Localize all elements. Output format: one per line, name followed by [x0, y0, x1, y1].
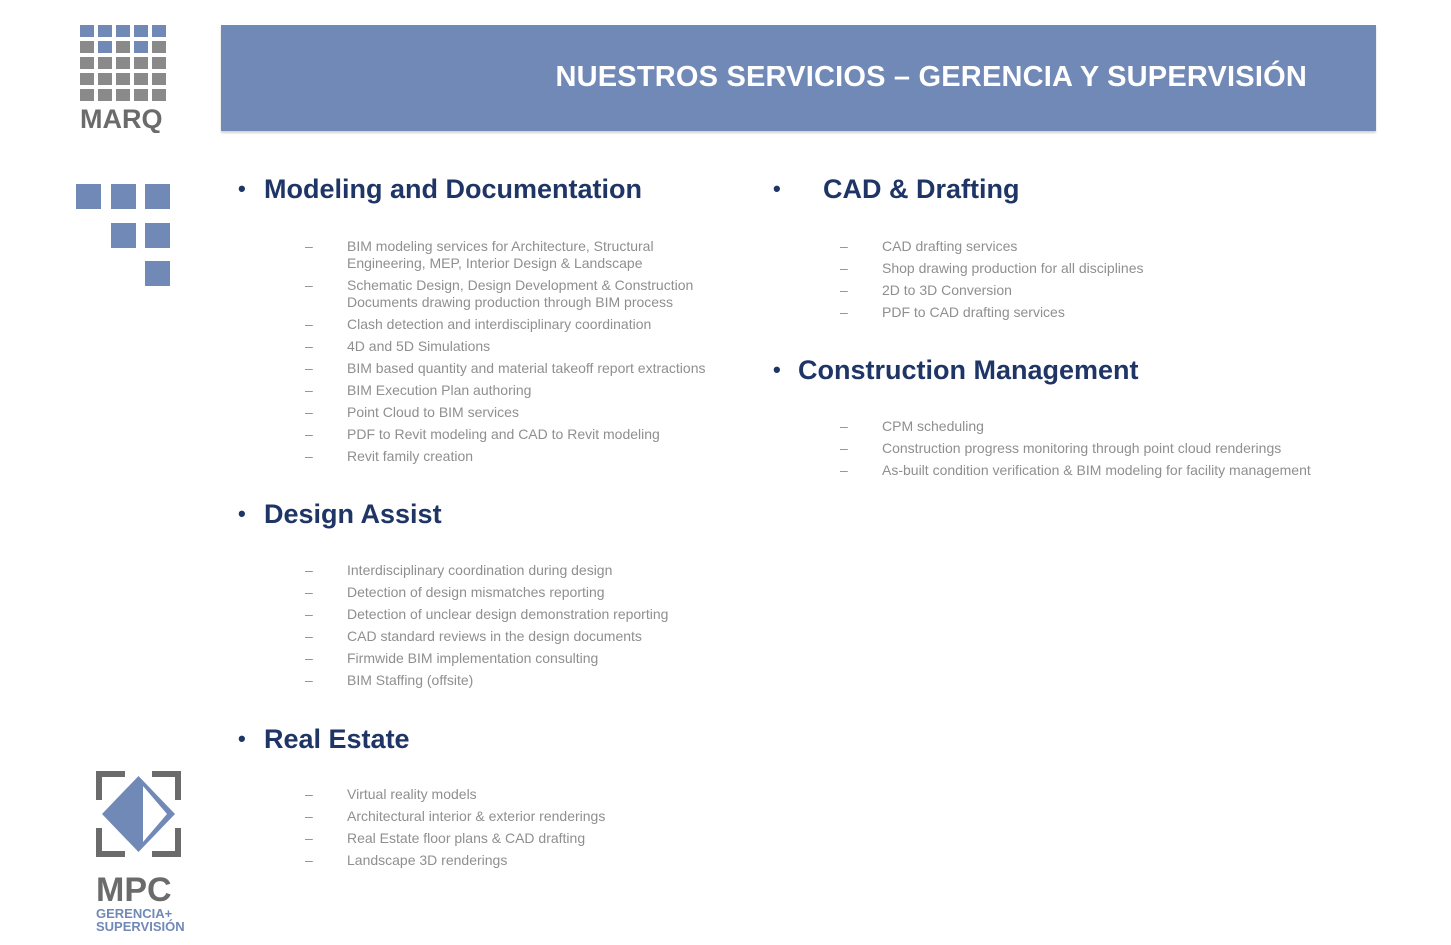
- section-real-estate: [238, 722, 738, 868]
- dash-icon: –: [840, 304, 848, 320]
- dash-icon: –: [305, 606, 313, 622]
- logo-square: [80, 57, 94, 69]
- list-item: [305, 562, 727, 579]
- list-item: [305, 672, 727, 689]
- dash-icon: –: [305, 360, 313, 376]
- section-title: Modeling and Documentation: [264, 174, 642, 204]
- list-item-text: PDF to CAD drafting services: [882, 304, 1065, 320]
- dash-icon: –: [305, 448, 313, 464]
- logo-square: [80, 89, 94, 101]
- list-item: [840, 282, 1322, 299]
- list-item: [305, 277, 727, 311]
- dash-icon: –: [305, 830, 313, 846]
- list-item-text: PDF to Revit modeling and CAD to Revit modeling: [347, 426, 660, 442]
- logo-square: [152, 73, 166, 85]
- list-item: [305, 852, 727, 869]
- section-design-assist: [238, 497, 738, 688]
- section-title: Construction Management: [798, 355, 1139, 385]
- list-item: [840, 440, 1312, 457]
- section-modeling: [238, 172, 738, 464]
- logo-square: [152, 89, 166, 101]
- mpc-logo-name: MPC: [96, 871, 172, 909]
- dash-icon: –: [305, 584, 313, 600]
- list-item-text: Virtual reality models: [347, 786, 477, 802]
- dash-icon: –: [840, 418, 848, 434]
- item-list: [305, 562, 727, 694]
- logo-square: [116, 25, 130, 37]
- mpc-logo-line2: SUPERVISIÓN: [96, 919, 185, 934]
- decorative-squares: [76, 184, 172, 293]
- list-item: [305, 786, 727, 803]
- dash-icon: –: [305, 562, 313, 578]
- logo-square: [152, 41, 166, 53]
- dash-icon: –: [305, 628, 313, 644]
- dash-icon: –: [305, 808, 313, 824]
- dash-icon: –: [305, 852, 313, 868]
- dash-icon: –: [840, 238, 848, 254]
- list-item: [840, 260, 1322, 277]
- list-item: [840, 304, 1322, 321]
- list-item-text: Detection of design mismatches reporting: [347, 584, 605, 600]
- list-item-text: CPM scheduling: [882, 418, 984, 434]
- bullet-icon: •: [238, 176, 246, 201]
- list-item-text: Architectural interior & exterior renderings: [347, 808, 606, 824]
- logo-square: [134, 73, 148, 85]
- dash-icon: –: [305, 426, 313, 442]
- logo-square: [80, 41, 94, 53]
- logo-square: [116, 41, 130, 53]
- logo-square: [152, 57, 166, 69]
- list-item-text: Real Estate floor plans & CAD drafting: [347, 830, 586, 846]
- list-item-text: Landscape 3D renderings: [347, 852, 508, 868]
- logo-square: [134, 25, 148, 37]
- list-item: [305, 808, 727, 825]
- marq-logo: [80, 25, 170, 133]
- list-item-text: BIM based quantity and material takeoff report extractions: [347, 360, 706, 376]
- list-item: [305, 360, 727, 377]
- item-list: [305, 238, 727, 470]
- logo-square: [98, 25, 112, 37]
- section-title: CAD & Drafting: [823, 174, 1020, 204]
- dash-icon: –: [840, 462, 848, 478]
- dash-icon: –: [305, 238, 313, 254]
- list-item: [305, 606, 727, 623]
- bullet-icon: •: [773, 357, 781, 382]
- section-title: Real Estate: [264, 724, 410, 754]
- mpc-logo-line1: GERENCIA+: [96, 906, 173, 921]
- list-item: [840, 238, 1322, 255]
- mpc-logo: [95, 770, 190, 940]
- list-item: [840, 462, 1312, 479]
- bullet-icon: •: [238, 501, 246, 526]
- list-item-text: Schematic Design, Design Development & Construction Documents drawing production through BIM process: [347, 277, 694, 310]
- list-item-text: Construction progress monitoring through point cloud renderings: [882, 440, 1282, 456]
- list-item-text: BIM Execution Plan authoring: [347, 382, 532, 398]
- list-item: [305, 316, 727, 333]
- list-item-text: Firmwide BIM implementation consulting: [347, 650, 599, 666]
- list-item-text: 2D to 3D Conversion: [882, 282, 1012, 298]
- section-title: Design Assist: [264, 499, 442, 529]
- logo-square: [80, 25, 94, 37]
- dash-icon: –: [305, 650, 313, 666]
- item-list: [840, 238, 1322, 326]
- list-item: [305, 382, 727, 399]
- list-item-text: Detection of unclear design demonstration reporting: [347, 606, 669, 622]
- dash-icon: –: [305, 338, 313, 354]
- list-item: [840, 418, 1312, 435]
- logo-square: [134, 89, 148, 101]
- marq-logo-text: MARQ: [80, 104, 163, 133]
- list-item-text: 4D and 5D Simulations: [347, 338, 491, 354]
- logo-square: [134, 57, 148, 69]
- logo-square: [80, 73, 94, 85]
- list-item-text: As-built condition verification & BIM modeling for facility management: [882, 462, 1311, 478]
- logo-square: [98, 41, 112, 53]
- item-list: [305, 786, 727, 874]
- page-title: NUESTROS SERVICIOS – GERENCIA Y SUPERVISIÓN: [555, 61, 1307, 93]
- dash-icon: –: [305, 786, 313, 802]
- section-cad-drafting: [773, 172, 1333, 320]
- list-item: [305, 830, 727, 847]
- dash-icon: –: [840, 440, 848, 456]
- logo-square: [116, 89, 130, 101]
- list-item-text: Point Cloud to BIM services: [347, 404, 519, 420]
- list-item-text: BIM modeling services for Architecture, Structural Engineering, MEP, Interior Design & Landscape: [347, 238, 654, 271]
- list-item-text: Shop drawing production for all disciplines: [882, 260, 1144, 276]
- dash-icon: –: [840, 260, 848, 276]
- list-item: [305, 404, 727, 421]
- list-item: [305, 238, 727, 272]
- bullet-icon: •: [773, 176, 781, 201]
- logo-square: [152, 25, 166, 37]
- logo-square: [116, 73, 130, 85]
- list-item: [305, 448, 727, 465]
- dash-icon: –: [305, 672, 313, 688]
- header-banner: [221, 25, 1376, 131]
- list-item-text: CAD standard reviews in the design documents: [347, 628, 642, 644]
- list-item-text: Revit family creation: [347, 448, 474, 464]
- logo-square: [116, 57, 130, 69]
- list-item: [305, 650, 727, 667]
- logo-square: [98, 89, 112, 101]
- logo-square: [134, 41, 148, 53]
- dash-icon: –: [305, 404, 313, 420]
- item-list: [840, 418, 1312, 484]
- dash-icon: –: [305, 382, 313, 398]
- dash-icon: –: [840, 282, 848, 298]
- logo-square: [98, 73, 112, 85]
- list-item-text: Interdisciplinary coordination during design: [347, 562, 613, 578]
- section-construction-management: [773, 353, 1333, 478]
- list-item: [305, 584, 727, 601]
- dash-icon: –: [305, 316, 313, 332]
- list-item-text: CAD drafting services: [882, 238, 1018, 254]
- list-item-text: Clash detection and interdisciplinary coordination: [347, 316, 652, 332]
- list-item: [305, 426, 727, 443]
- dash-icon: –: [305, 277, 313, 293]
- list-item-text: BIM Staffing (offsite): [347, 672, 474, 688]
- logo-square: [98, 57, 112, 69]
- list-item: [305, 338, 727, 355]
- bullet-icon: •: [238, 726, 246, 751]
- list-item: [305, 628, 727, 645]
